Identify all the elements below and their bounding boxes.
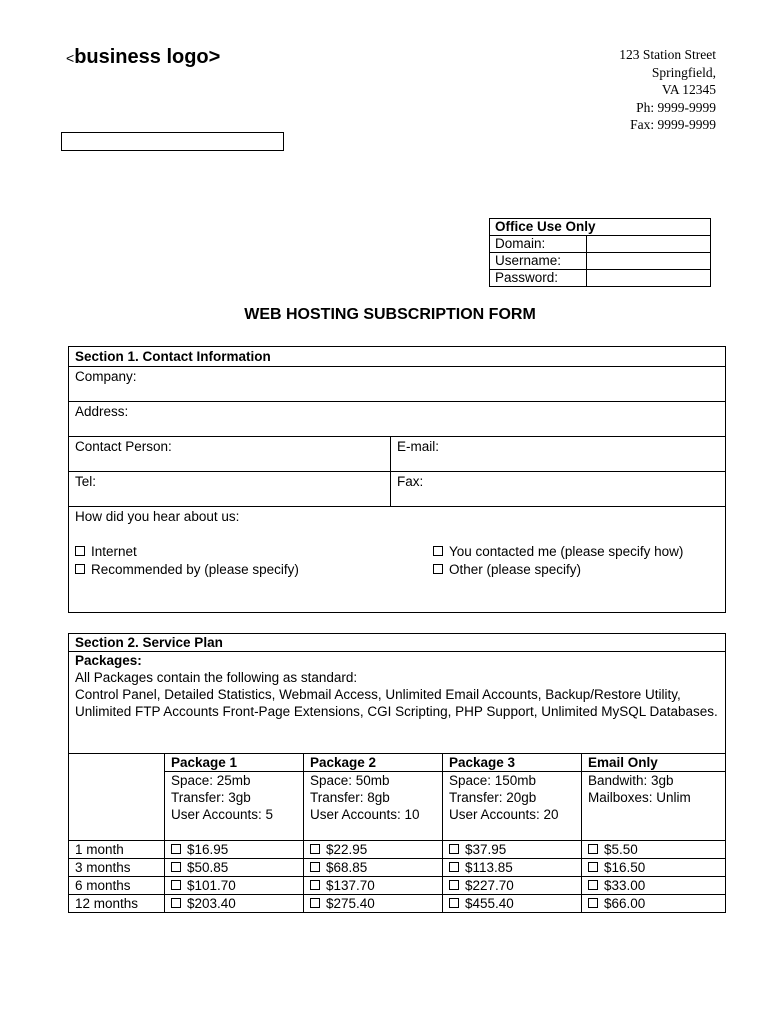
office-use-table	[489, 218, 711, 287]
checkbox-icon[interactable]	[433, 546, 443, 556]
package-2-header: Package 2	[304, 754, 443, 772]
referral-question: How did you hear about us:	[75, 509, 240, 524]
password-label: Password:	[490, 270, 587, 287]
checkbox-icon[interactable]	[310, 898, 320, 908]
checkbox-icon[interactable]	[310, 862, 320, 872]
checkbox-icon[interactable]	[171, 844, 181, 854]
checkbox-icon[interactable]	[588, 844, 598, 854]
address-phone: Ph: 9999-9999	[636, 99, 716, 115]
pricing-row	[69, 877, 726, 895]
checkbox-icon[interactable]	[449, 844, 459, 854]
address-state: VA 12345	[661, 82, 716, 97]
address-field[interactable]	[69, 402, 726, 437]
price-option[interactable]: $137.70	[304, 877, 443, 895]
pricing-row	[69, 859, 726, 877]
domain-label: Domain:	[490, 236, 587, 253]
company-field[interactable]	[69, 367, 726, 402]
form-title: WEB HOSTING SUBSCRIPTION FORM	[244, 306, 536, 323]
packages-description	[69, 652, 726, 754]
package-1-header: Package 1	[165, 754, 304, 772]
period-label: 1 month	[69, 841, 165, 859]
contact-person-label: Contact Person:	[75, 439, 172, 454]
price-option[interactable]: $16.50	[582, 859, 726, 877]
option-contacted[interactable]: You contacted me (please specify how)	[433, 543, 683, 560]
checkbox-icon[interactable]	[310, 844, 320, 854]
pricing-row	[69, 841, 726, 859]
company-label: Company:	[75, 369, 137, 384]
checkbox-icon[interactable]	[449, 880, 459, 890]
price-option[interactable]: $22.95	[304, 841, 443, 859]
checkbox-icon[interactable]	[433, 564, 443, 574]
price-option[interactable]: $50.85	[165, 859, 304, 877]
company-address	[619, 46, 716, 134]
checkbox-icon[interactable]	[75, 564, 85, 574]
price-option[interactable]: $101.70	[165, 877, 304, 895]
checkbox-icon[interactable]	[171, 880, 181, 890]
address-label: Address:	[75, 404, 129, 419]
fax-label: Fax:	[397, 474, 424, 489]
username-field[interactable]	[587, 253, 711, 270]
period-label: 6 months	[69, 877, 165, 895]
header-input-box[interactable]	[61, 132, 284, 151]
email-only-header: Email Only	[582, 754, 726, 772]
email-label: E-mail:	[397, 439, 440, 454]
price-option[interactable]: $68.85	[304, 859, 443, 877]
checkbox-icon[interactable]	[310, 880, 320, 890]
option-other[interactable]: Other (please specify)	[433, 561, 581, 578]
price-option[interactable]: $5.50	[582, 841, 726, 859]
pricing-row	[69, 895, 726, 913]
tel-label: Tel:	[75, 474, 97, 489]
period-label: 12 months	[69, 895, 165, 913]
package-1-specs: Space: 25mb Transfer: 3gb User Accounts: 5	[165, 772, 304, 841]
fax-field[interactable]	[391, 472, 726, 507]
option-internet[interactable]: Internet	[75, 543, 137, 560]
price-option[interactable]: $275.40	[304, 895, 443, 913]
username-label: Username:	[490, 253, 587, 270]
email-only-specs: Bandwith: 3gb Mailboxes: Unlim	[582, 772, 726, 841]
price-option[interactable]: $203.40	[165, 895, 304, 913]
domain-field[interactable]	[587, 236, 711, 253]
address-city: Springfield,	[651, 64, 716, 80]
empty-corner-cell	[69, 754, 165, 841]
password-field[interactable]	[587, 270, 711, 287]
packages-heading: Packages:	[75, 653, 142, 668]
option-recommended[interactable]: Recommended by (please specify)	[75, 561, 299, 578]
contact-information-section	[68, 346, 726, 613]
checkbox-icon[interactable]	[449, 898, 459, 908]
price-option[interactable]: $455.40	[443, 895, 582, 913]
referral-source	[69, 507, 726, 613]
address-fax: Fax: 9999-9999	[630, 117, 716, 132]
checkbox-icon[interactable]	[588, 898, 598, 908]
contact-person-field[interactable]	[69, 437, 391, 472]
business-logo: <business logo>	[66, 46, 221, 68]
price-option[interactable]: $66.00	[582, 895, 726, 913]
checkbox-icon[interactable]	[171, 862, 181, 872]
period-label: 3 months	[69, 859, 165, 877]
price-option[interactable]: $37.95	[443, 841, 582, 859]
section2-title: Section 2. Service Plan	[69, 634, 726, 652]
price-option[interactable]: $113.85	[443, 859, 582, 877]
price-option[interactable]: $16.95	[165, 841, 304, 859]
address-street: 123 Station Street	[619, 47, 716, 62]
checkbox-icon[interactable]	[588, 880, 598, 890]
checkbox-icon[interactable]	[588, 862, 598, 872]
office-use-title: Office Use Only	[490, 219, 711, 236]
package-3-header: Package 3	[443, 754, 582, 772]
package-2-specs: Space: 50mb Transfer: 8gb User Accounts: 10	[304, 772, 443, 841]
email-field[interactable]	[391, 437, 726, 472]
packages-features: Control Panel, Detailed Statistics, Webmail Access, Unlimited Email Accounts, Backup/Restore Utility, Unlimited FTP Accounts Front-Page Extensions, CGI Scripting, PHP Support, Unlimited MySQL Databases.	[75, 687, 718, 719]
packages-intro: All Packages contain the following as standard:	[75, 670, 358, 685]
checkbox-icon[interactable]	[75, 546, 85, 556]
section1-title: Section 1. Contact Information	[69, 347, 726, 367]
service-plan-section	[68, 633, 726, 913]
checkbox-icon[interactable]	[171, 898, 181, 908]
package-3-specs: Space: 150mb Transfer: 20gb User Accounts: 20	[443, 772, 582, 841]
price-option[interactable]: $33.00	[582, 877, 726, 895]
tel-field[interactable]	[69, 472, 391, 507]
price-option[interactable]: $227.70	[443, 877, 582, 895]
checkbox-icon[interactable]	[449, 862, 459, 872]
